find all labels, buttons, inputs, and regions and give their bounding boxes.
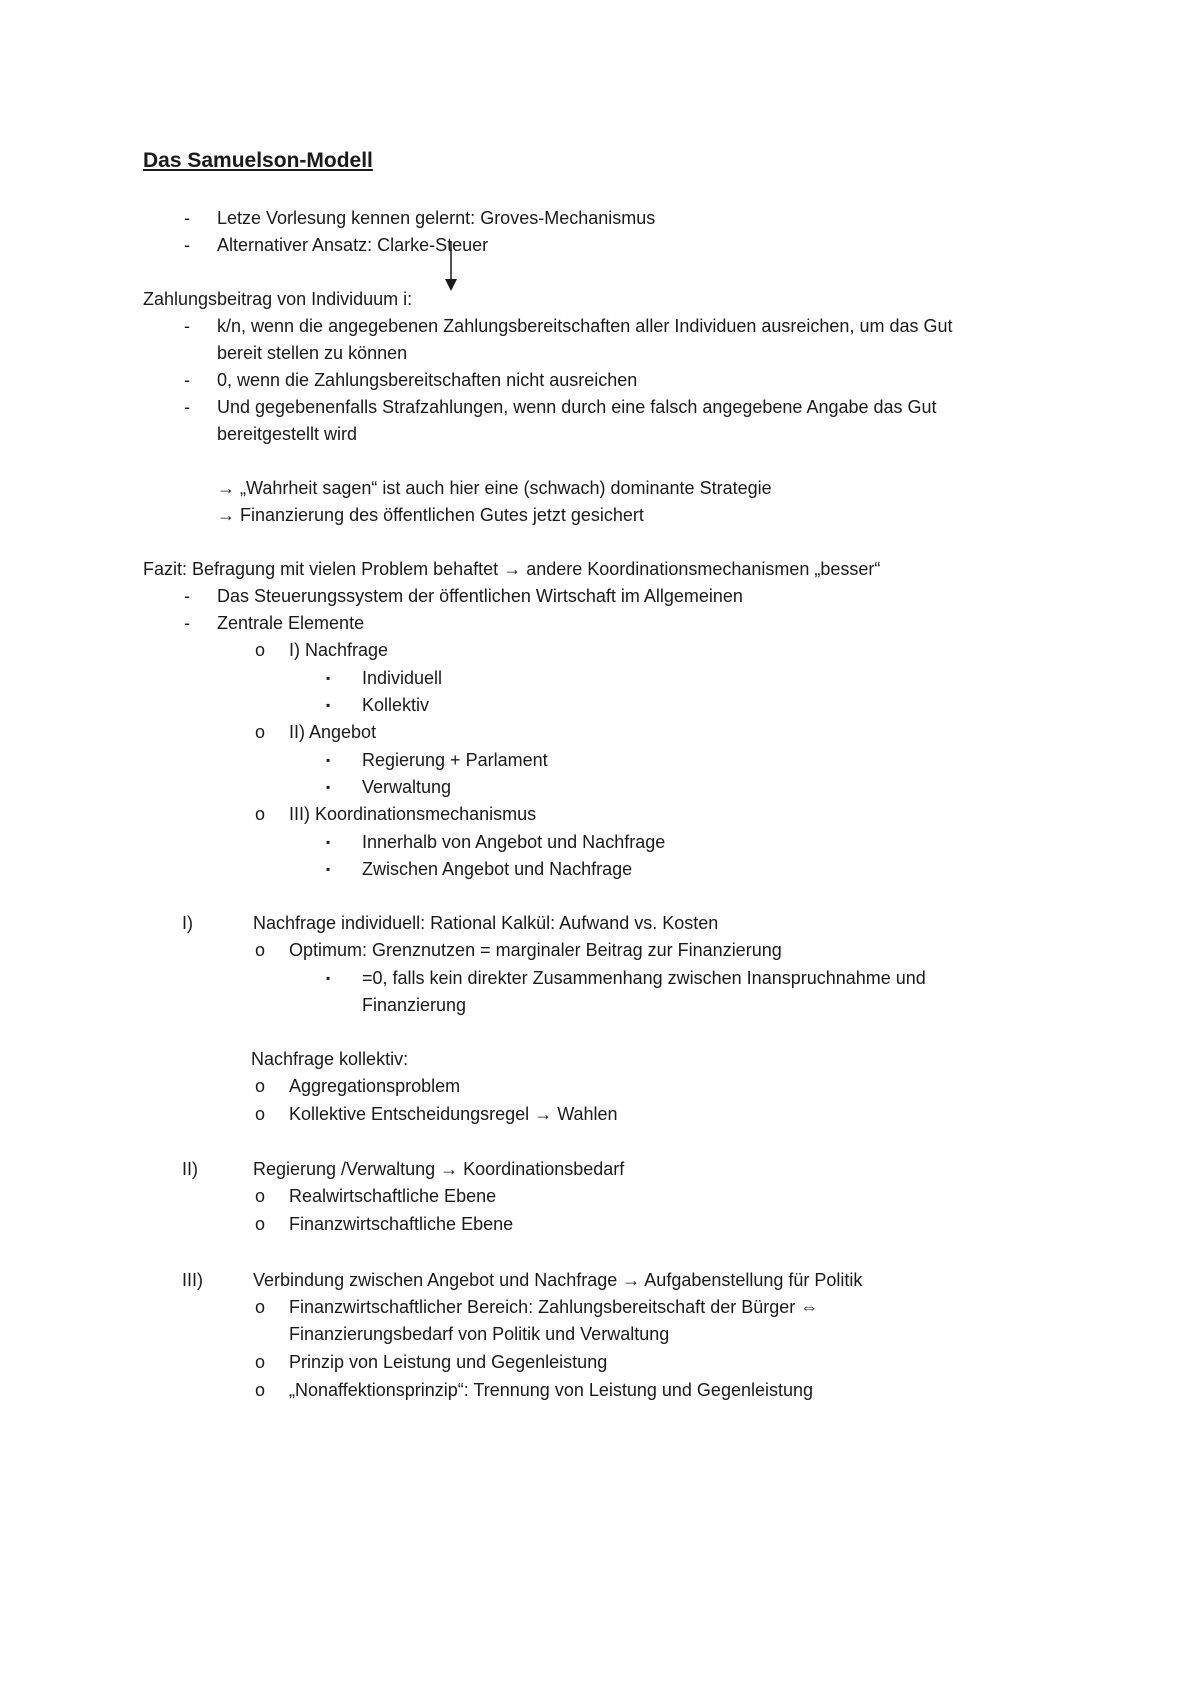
- square-bullet-icon: ▪: [326, 753, 331, 767]
- arrow-down-icon: [444, 241, 458, 293]
- section-3-item-3: „Nonaffektionsprinzip“: Trennung von Leistung und Gegenleistung: [289, 1380, 814, 1400]
- dash-bullet: -: [184, 397, 190, 417]
- square-bullet-icon: ▪: [326, 971, 331, 985]
- circle-bullet: o: [255, 1297, 266, 1317]
- conclusion-line-2: → Finanzierung des öffentlichen Gutes jetzt gesichert: [217, 505, 644, 525]
- circle-bullet: o: [255, 722, 266, 742]
- angebot-item: Regierung + Parlament: [362, 750, 548, 770]
- payment-item-3-cont: bereitgestellt wird: [217, 424, 358, 444]
- section-3-item-2: Prinzip von Leistung und Gegenleistung: [289, 1352, 608, 1372]
- arrow-right-icon: →: [217, 505, 235, 525]
- section-1-sub: Optimum: Grenznutzen = marginaler Beitrag zur Finanzierung: [289, 940, 782, 960]
- circle-bullet: o: [255, 1214, 266, 1234]
- section-3-item-1-cont: Finanzierungsbedarf von Politik und Verwaltung: [289, 1324, 670, 1344]
- payment-item-3: Und gegebenenfalls Strafzahlungen, wenn durch eine falsch angegebene Angabe das Gut: [217, 397, 937, 417]
- circle-bullet: o: [255, 1352, 266, 1372]
- section-1-sub-item-cont: Finanzierung: [362, 995, 467, 1015]
- angebot-heading: II) Angebot: [289, 722, 377, 742]
- kollektiv-heading: Nachfrage kollektiv:: [251, 1049, 409, 1069]
- payment-item-1: k/n, wenn die angegebenen Zahlungsbereitschaften aller Individuen ausreichen, um das Gut: [217, 316, 953, 336]
- circle-bullet: o: [255, 1076, 266, 1096]
- section-number: I): [182, 913, 193, 933]
- circle-bullet: o: [255, 1104, 266, 1124]
- fazit-item-1: Das Steuerungssystem der öffentlichen Wirtschaft im Allgemeinen: [217, 586, 743, 606]
- section-number: II): [182, 1159, 198, 1179]
- nachfrage-heading: I) Nachfrage: [289, 640, 389, 660]
- section-3-item-1: Finanzwirtschaftlicher Bereich: Zahlungsbereitschaft der Bürger ⇔: [289, 1297, 819, 1317]
- square-bullet-icon: ▪: [326, 862, 331, 876]
- section-1-sub-item: =0, falls kein direkter Zusammenhang zwischen Inanspruchnahme und: [362, 968, 926, 988]
- section-number: III): [182, 1270, 203, 1290]
- payment-item-1-cont: bereit stellen zu können: [217, 343, 408, 363]
- square-bullet-icon: ▪: [326, 671, 331, 685]
- angebot-item: Verwaltung: [362, 777, 452, 797]
- dash-bullet: -: [184, 613, 190, 633]
- page-title: Das Samuelson-Modell: [143, 149, 373, 172]
- dash-bullet: -: [184, 235, 190, 255]
- circle-bullet: o: [255, 640, 266, 660]
- kollektiv-item: Kollektive Entscheidungsregel → Wahlen: [289, 1104, 618, 1124]
- koord-heading: III) Koordinationsmechanismus: [289, 804, 537, 824]
- dash-bullet: -: [184, 316, 190, 336]
- arrow-right-icon: →: [534, 1104, 553, 1124]
- nachfrage-item: Kollektiv: [362, 695, 430, 715]
- arrow-right-icon: →: [440, 1159, 459, 1179]
- kollektiv-item: Aggregationsproblem: [289, 1076, 461, 1096]
- square-bullet-icon: ▪: [326, 698, 331, 712]
- koord-item: Innerhalb von Angebot und Nachfrage: [362, 832, 666, 852]
- fazit-line: Fazit: Befragung mit vielen Problem behaftet → andere Koordinationsmechanismen „besser“: [143, 559, 881, 579]
- circle-bullet: o: [255, 1380, 266, 1400]
- intro-item-1: Letze Vorlesung kennen gelernt: Groves-Mechanismus: [217, 208, 656, 228]
- circle-bullet: o: [255, 804, 266, 824]
- arrow-right-icon: →: [217, 478, 235, 498]
- section-3-heading: Verbindung zwischen Angebot und Nachfrage → Aufgabenstellung für Politik: [253, 1270, 863, 1290]
- dash-bullet: -: [184, 586, 190, 606]
- payment-item-2: 0, wenn die Zahlungsbereitschaften nicht ausreichen: [217, 370, 638, 390]
- dash-bullet: -: [184, 208, 190, 228]
- section-2-item: Realwirtschaftliche Ebene: [289, 1186, 497, 1206]
- dash-bullet: -: [184, 370, 190, 390]
- section-2-item: Finanzwirtschaftliche Ebene: [289, 1214, 514, 1234]
- circle-bullet: o: [255, 940, 266, 960]
- section-1-heading: Nachfrage individuell: Rational Kalkül: Aufwand vs. Kosten: [253, 913, 719, 933]
- intro-item-2: Alternativer Ansatz: Clarke-Steuer: [217, 235, 489, 255]
- nachfrage-item: Individuell: [362, 668, 443, 688]
- square-bullet-icon: ▪: [326, 835, 331, 849]
- koord-item: Zwischen Angebot und Nachfrage: [362, 859, 633, 879]
- arrow-right-icon: →: [622, 1270, 641, 1290]
- arrow-right-icon: →: [503, 559, 522, 579]
- square-bullet-icon: ▪: [326, 780, 331, 794]
- fazit-item-2: Zentrale Elemente: [217, 613, 365, 633]
- double-arrow-icon: ⇔: [800, 1297, 819, 1317]
- conclusion-line-1: → „Wahrheit sagen“ ist auch hier eine (schwach) dominante Strategie: [217, 478, 772, 498]
- circle-bullet: o: [255, 1186, 266, 1206]
- payment-heading: Zahlungsbeitrag von Individuum i:: [143, 289, 413, 309]
- section-2-heading: Regierung /Verwaltung → Koordinationsbedarf: [253, 1159, 625, 1179]
